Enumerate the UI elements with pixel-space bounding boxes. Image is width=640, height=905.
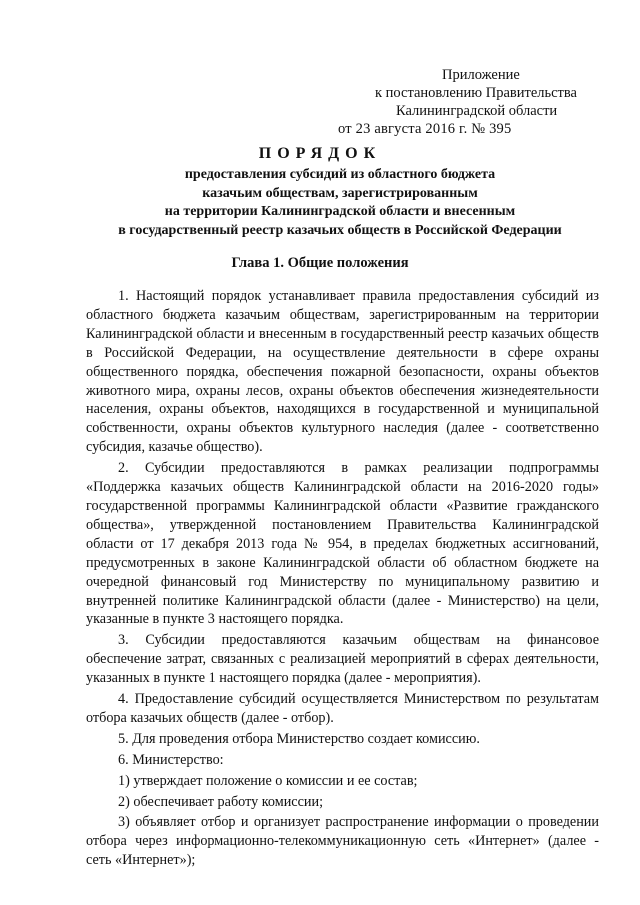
paragraph-6-item-3: 3) объявляет отбор и организует распространение информации о проведении отбора через информационно-телекоммуникационную сеть «Интернет» (далее - сеть «Интернет»); [86,814,599,869]
subtitle-line: казачьим обществам, зарегистрированным [202,185,478,201]
appendix-region: Калининградской области [396,103,558,119]
paragraph-6-item-1: 1) утверждает положение о комиссии и ее состав; [118,772,418,789]
appendix-label: Приложение [442,67,520,83]
document-subtitle [60,166,620,240]
subtitle-line: предоставления субсидий из областного бюджета [184,167,496,182]
document-body [86,287,599,870]
appendix-block [330,66,600,138]
appendix-date-number: от 23 августа 2016 г. № 395 [338,121,512,137]
paragraph-5: 5. Для проведения отбора Министерство создает комиссию. [118,730,480,747]
paragraph-6-item-2: 2) обеспечивает работу комиссии; [118,793,324,810]
paragraph-6: 6. Министерство: [118,751,224,768]
subtitle-line: на территории Калининградской области и внесенным [164,204,516,219]
paragraph-1: 1. Настоящий порядок устанавливает правила предоставления субсидий из областного бюджета казачьим обществам, зарегистрированным на территории Калининградской области и внесенным в государственный реестр казачьих обществ в Российской Федерации, на осуществление деятельности в сфере охраны общественного порядка, обеспечения пожарной безопасности, охраны объектов животного мира, охраны лесов, охраны объектов обеспечения жизнедеятельности населения, охраны объектов, находящихся в государственной и муниципальной собственности, охраны объектов культурного наследия (далее - соответственно субсидия, казачье общество). [86,288,599,456]
paragraph-3: 3. Субсидии предоставляются казачьим обществам на финансовое обеспечение затрат, связанных с реализацией мероприятий в сферах деятельности, указанных в пункте 1 настоящего порядка (далее - мероприятия). [86,632,599,687]
chapter-heading: Глава 1. Общие положения [231,255,409,271]
subtitle-line: в государственный реестр казачьих обществ в Российской Федерации [118,222,562,238]
appendix-resolution: к постановлению Правительства [375,85,577,101]
paragraph-2: 2. Субсидии предоставляются в рамках реализации подпрограммы «Поддержка казачьих обществ Калининградской области на 2016-2020 годы» государственной программы Калининградской области «Развитие гражданского общества», утвержденной постановлением Правительства Калининградской области от 17 декабря 2013 года № 954, в пределах бюджетных ассигнований, предусмотренных в законе Калининградской области об областном бюджете на очередной финансовый год Министерству по муниципальному развитию и внутренней политике Калининградской области (далее - Министерство) на цели, указанные в пункте 3 настоящего порядка. [86,460,599,628]
paragraph-4: 4. Предоставление субсидий осуществляется Министерством по результатам отбора казачьих обществ (далее - отбор). [86,691,599,726]
document-title: ПОРЯДОК [258,145,382,162]
